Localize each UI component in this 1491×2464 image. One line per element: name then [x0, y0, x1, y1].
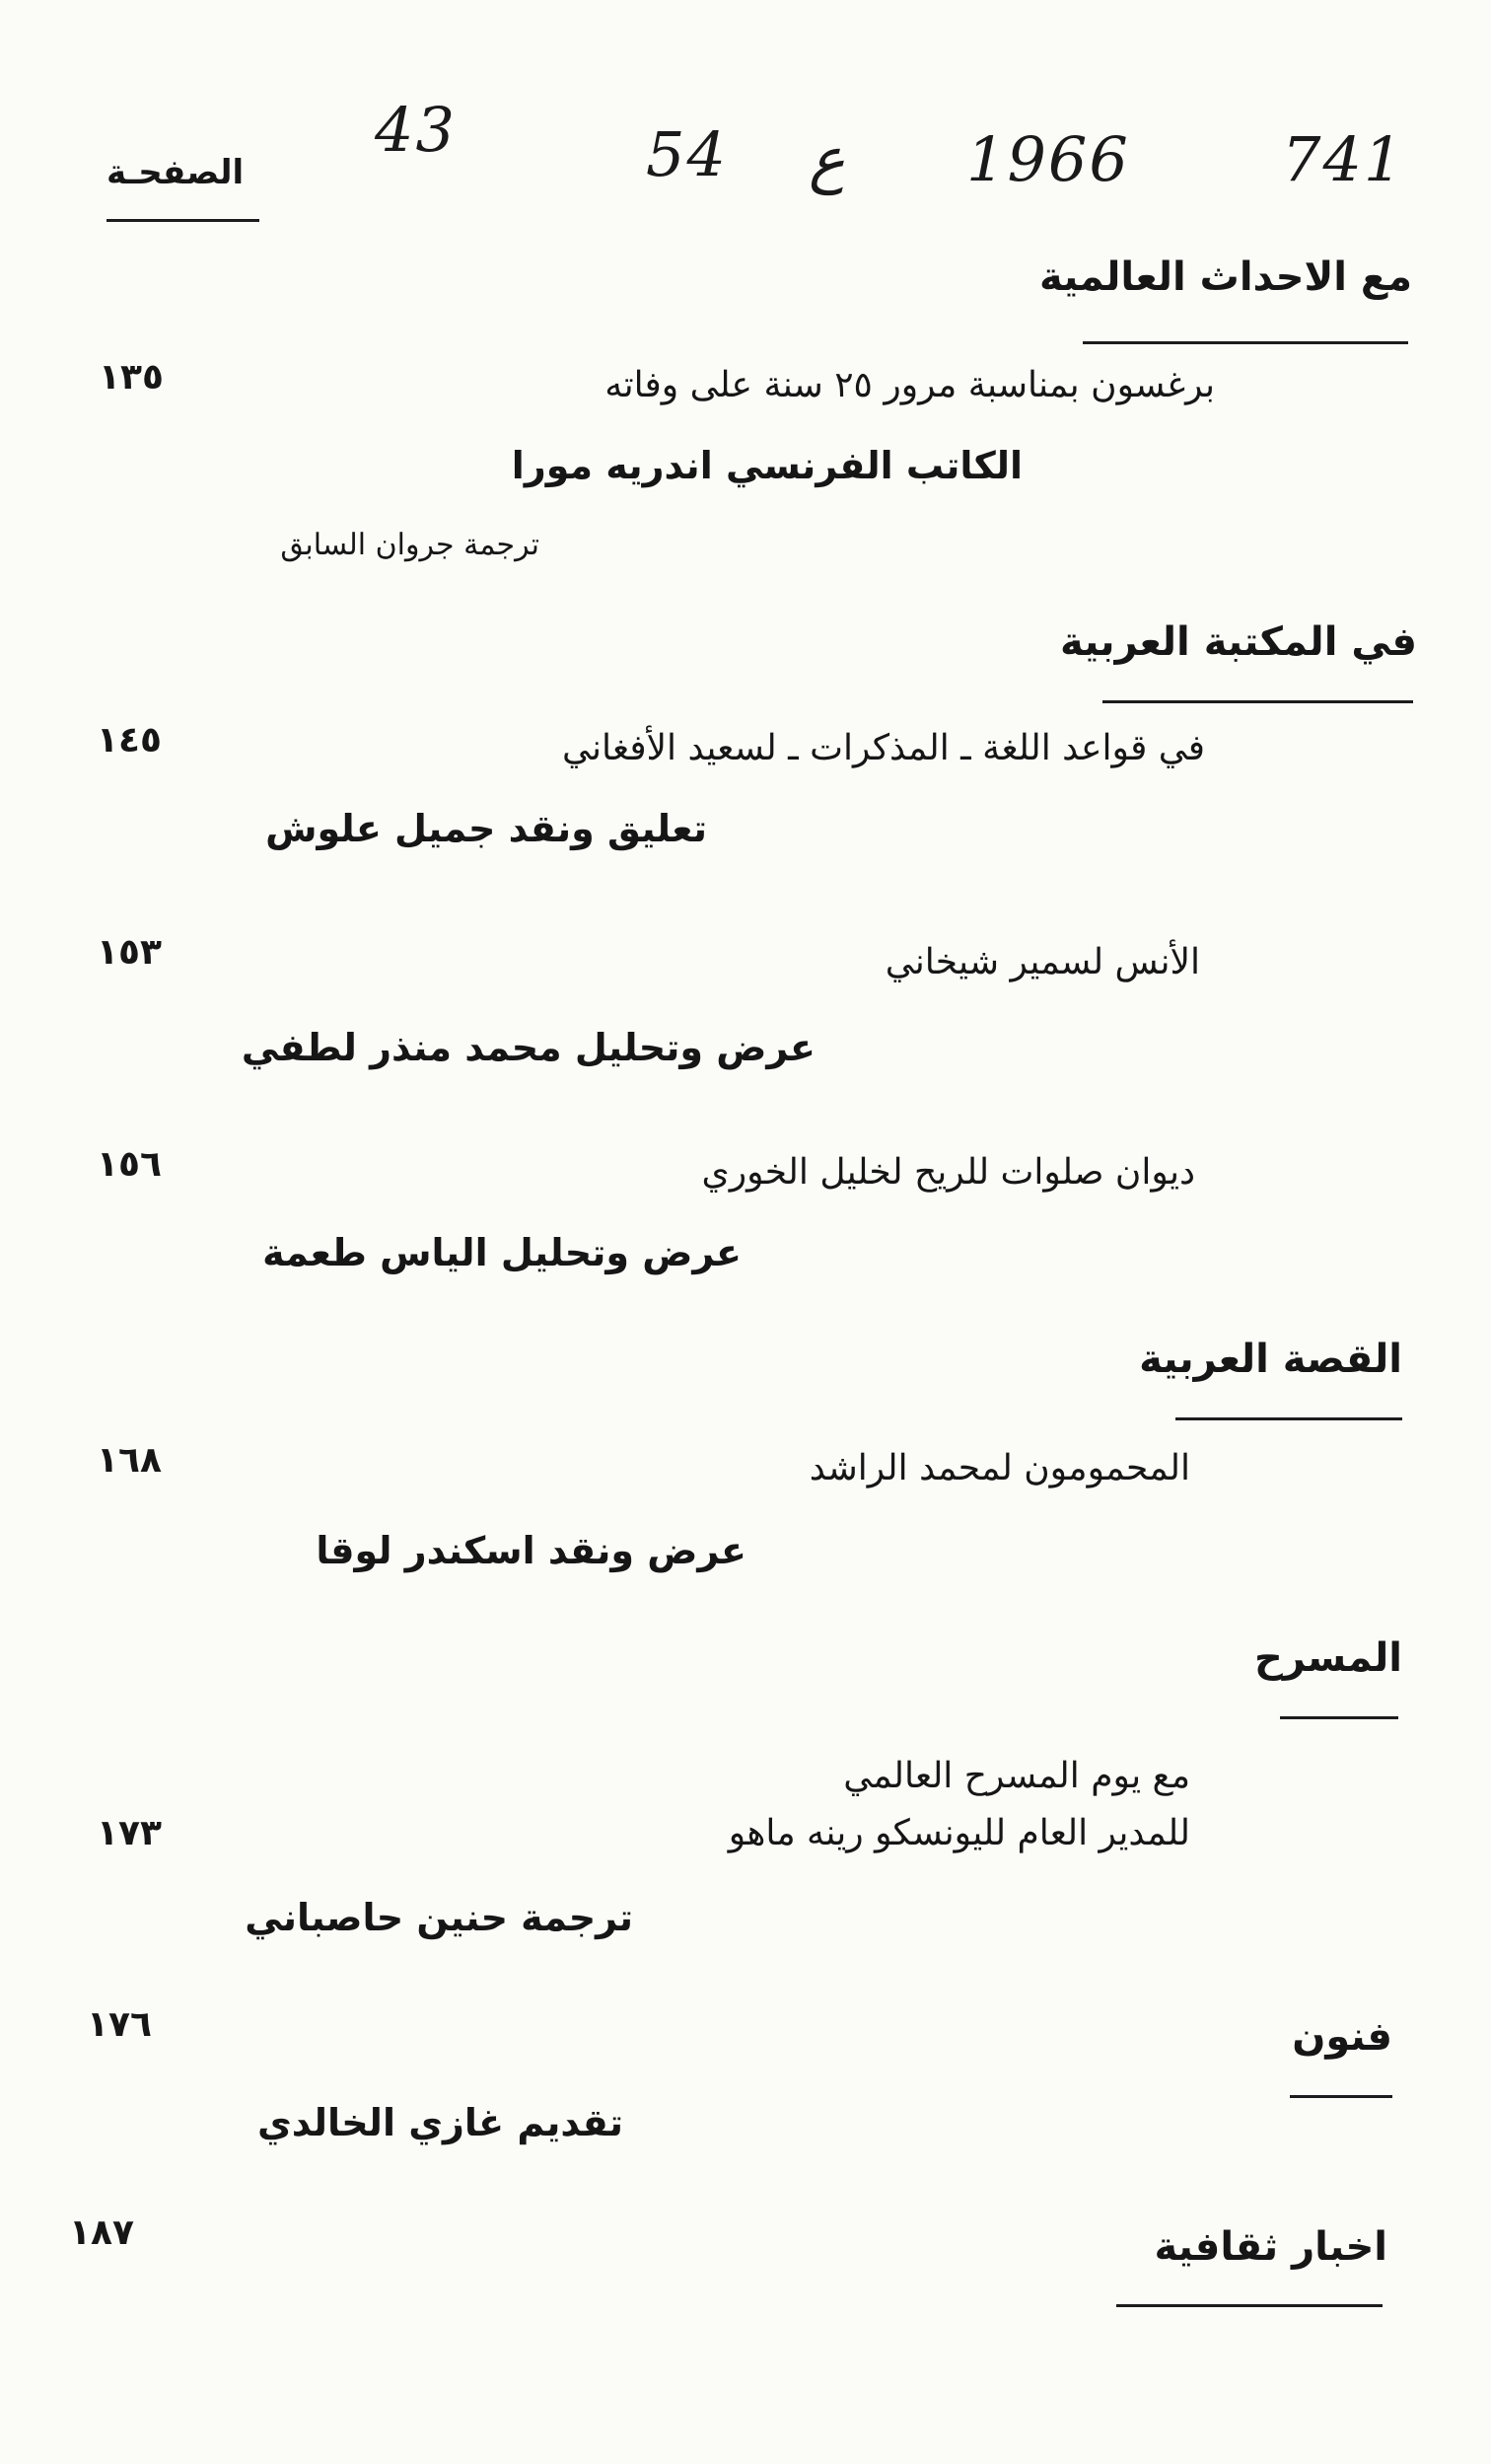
- page-number: ١٥٣: [97, 932, 162, 973]
- section-underline: [1175, 1417, 1402, 1420]
- entry-title: الأنس لسمير شيخاني: [885, 942, 1200, 982]
- section-underline: [1083, 341, 1408, 344]
- section-title-world-events: مع الاحداث العالمية: [1038, 254, 1412, 300]
- entry-title: المحمومون لمحمد الراشد: [809, 1448, 1190, 1488]
- page-number: ١٦٨: [97, 1440, 162, 1481]
- entry-title: في قواعد اللغة ـ المذكرات ـ لسعيد الأفغاني: [561, 728, 1205, 768]
- page-number: ١٧٦: [87, 2004, 152, 2045]
- entry-author: عرض وتحليل الياس طعمة: [262, 1231, 742, 1274]
- section-title-arab-library: في المكتبة العربية: [1059, 619, 1417, 665]
- section-title-arab-story: القصة العربية: [1139, 1337, 1402, 1382]
- section-underline: [1116, 2304, 1383, 2307]
- entry-author: الكاتب الفرنسي اندريه مورا: [511, 444, 1023, 487]
- entry-title: ديوان صلوات للريح لخليل الخوري: [701, 1152, 1195, 1193]
- handwritten-number-43: 43: [375, 94, 457, 166]
- handwritten-letter: ع: [809, 123, 845, 195]
- entry-title-line2: للمدير العام لليونسكو رينه ماهو: [728, 1813, 1190, 1853]
- handwritten-number-741: 741: [1282, 123, 1405, 195]
- entry-title-line1: مع يوم المسرح العالمي: [843, 1756, 1190, 1796]
- page-number: ١٥٦: [97, 1144, 162, 1185]
- page-label-underline: [106, 219, 259, 222]
- handwritten-number-54: 54: [646, 118, 728, 190]
- entry-author: تعليق ونقد جميل علوش: [265, 807, 707, 850]
- page-number: ١٣٥: [99, 357, 164, 398]
- section-title-cultural-news: اخبار ثقافية: [1154, 2224, 1387, 2270]
- page-number: ١٨٧: [69, 2212, 134, 2253]
- page-number: ١٧٣: [97, 1813, 162, 1853]
- entry-author: عرض وتحليل محمد منذر لطفي: [241, 1026, 816, 1069]
- entry-title: برغسون بمناسبة مرور ٢٥ سنة على وفاته: [604, 365, 1215, 405]
- entry-author: ترجمة حنين حاصباني: [245, 1896, 633, 1939]
- section-underline: [1290, 2095, 1392, 2098]
- section-underline: [1102, 700, 1413, 703]
- section-title-arts: فنون: [1292, 2014, 1392, 2060]
- entry-author: تقديم غازي الخالدي: [256, 2101, 623, 2144]
- entry-author: عرض ونقد اسكندر لوقا: [316, 1529, 746, 1572]
- section-title-theatre: المسرح: [1254, 1635, 1402, 1681]
- page-column-label: الصفحـة: [106, 153, 245, 192]
- section-underline: [1280, 1716, 1398, 1719]
- entry-translator: ترجمة جروان السابق: [280, 528, 539, 562]
- page-number: ١٤٥: [97, 720, 162, 761]
- handwritten-year: 1966: [966, 123, 1130, 195]
